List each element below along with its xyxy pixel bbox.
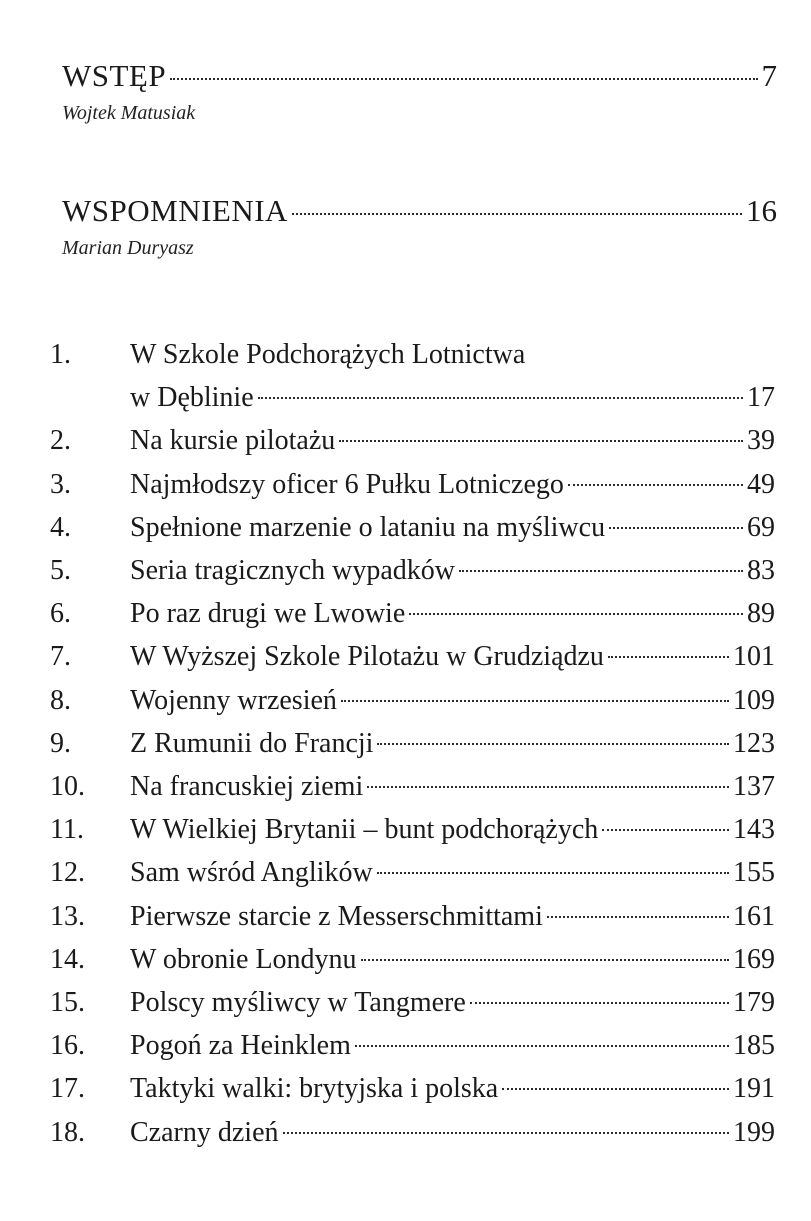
chapter-line (130, 549, 775, 592)
page-number: 39 (747, 425, 775, 457)
chapter-number: 4. (50, 511, 71, 543)
page-number: 191 (733, 1073, 775, 1105)
chapter-entry (50, 765, 775, 808)
chapter-body (130, 506, 775, 549)
chapter-body (130, 1111, 775, 1154)
page-number: 185 (733, 1030, 775, 1062)
dot-leader (367, 786, 729, 788)
chapter-line (130, 463, 775, 506)
chapter-body (130, 938, 775, 981)
dot-leader (602, 829, 729, 831)
chapter-title: Wojenny wrzesień (130, 684, 337, 716)
chapter-entry (50, 463, 775, 506)
chapter-number: 15. (50, 987, 85, 1019)
chapter-title: W obronie Londynu (130, 943, 357, 975)
chapter-line (130, 808, 775, 851)
chapter-number: 7. (50, 641, 71, 673)
chapter-entry (50, 808, 775, 851)
chapter-body (130, 895, 775, 938)
dot-leader (377, 743, 729, 745)
dot-leader (283, 1132, 730, 1134)
dot-leader (377, 872, 729, 874)
chapter-title: Pierwsze starcie z Messerschmittami (130, 900, 543, 932)
chapter-entry (50, 1111, 775, 1154)
chapter-line (130, 1067, 775, 1110)
chapter-number: 5. (50, 555, 71, 587)
section-title: WSPOMNIENIA (62, 193, 288, 228)
chapter-body (130, 851, 775, 894)
toc-entry (62, 193, 777, 229)
dot-leader (409, 613, 743, 615)
chapter-line (130, 765, 775, 808)
dot-leader (459, 570, 743, 572)
chapter-title: w Dęblinie (130, 382, 254, 414)
chapter-body (130, 1067, 775, 1110)
chapter-body (130, 722, 775, 765)
chapter-entry (50, 938, 775, 981)
chapter-entry (50, 679, 775, 722)
page-number: 69 (747, 511, 775, 543)
section-author: Marian Duryasz (62, 237, 194, 259)
page-number: 89 (747, 598, 775, 630)
chapter-number: 13. (50, 900, 85, 932)
chapter-entry (50, 549, 775, 592)
chapter-line (130, 722, 775, 765)
dot-leader (609, 527, 743, 529)
chapter-line (130, 376, 775, 419)
page-number: 169 (733, 943, 775, 975)
chapter-body (130, 549, 775, 592)
chapter-number: 9. (50, 727, 71, 759)
dot-leader (470, 1002, 729, 1004)
page-number: 161 (733, 900, 775, 932)
chapter-number: 10. (50, 771, 85, 803)
chapter-body (130, 592, 775, 635)
chapter-line (130, 851, 775, 894)
chapter-body (130, 635, 775, 678)
chapter-entry (50, 851, 775, 894)
chapter-title: Sam wśród Anglików (130, 857, 373, 889)
chapter-number: 11. (50, 814, 84, 846)
section-title: WSTĘP (62, 58, 167, 93)
chapter-body (130, 808, 775, 851)
page-number: 16 (746, 193, 777, 228)
chapter-number: 16. (50, 1030, 85, 1062)
chapter-entry (50, 506, 775, 549)
toc-entry (62, 58, 777, 94)
dot-leader (361, 959, 729, 961)
toc-section-memoirs (62, 193, 777, 261)
chapter-line (130, 635, 775, 678)
dot-leader (292, 213, 742, 215)
dot-leader (568, 484, 743, 486)
dot-leader (258, 397, 743, 399)
chapter-number: 1. (50, 339, 71, 370)
chapter-title: W Wielkiej Brytanii – bunt podchorążych (130, 814, 599, 846)
page-number: 109 (733, 684, 775, 716)
dot-leader (547, 916, 729, 918)
chapter-title: W Wyższej Szkole Pilotażu w Grudziądzu (130, 641, 604, 673)
chapter-number: 14. (50, 943, 85, 975)
chapter-body (130, 1024, 775, 1067)
section-author: Wojtek Matusiak (62, 102, 196, 124)
chapter-body (130, 463, 775, 506)
chapter-title: Czarny dzień (130, 1116, 279, 1148)
chapter-entry (50, 981, 775, 1024)
chapter-title: Taktyki walki: brytyjska i polska (130, 1073, 499, 1105)
chapter-line (130, 938, 775, 981)
chapter-body (130, 333, 775, 419)
chapter-title: Na francuskiej ziemi (130, 771, 364, 803)
dot-leader (170, 78, 757, 80)
chapter-list (50, 333, 775, 1154)
chapter-number: 2. (50, 425, 71, 457)
chapter-title: Pogoń za Heinklem (130, 1030, 351, 1062)
chapter-entry (50, 419, 775, 462)
chapter-title: Spełnione marzenie o lataniu na myśliwcu (130, 511, 606, 543)
chapter-entry (50, 333, 775, 419)
page-number: 137 (733, 771, 775, 803)
chapter-line (130, 506, 775, 549)
chapter-body (130, 765, 775, 808)
chapter-number: 3. (50, 468, 71, 500)
chapter-line (130, 679, 775, 722)
chapter-line (130, 419, 775, 462)
chapter-title: Na kursie pilotażu (130, 425, 336, 457)
page-number: 143 (733, 814, 775, 846)
page-number: 199 (733, 1116, 775, 1148)
chapter-title: Po raz drugi we Lwowie (130, 598, 406, 630)
toc-section-introduction (62, 58, 777, 126)
chapter-entry (50, 1067, 775, 1110)
dot-leader (608, 656, 729, 658)
chapter-title: Najmłodszy oficer 6 Pułku Lotniczego (130, 468, 564, 500)
chapter-body (130, 419, 775, 462)
chapter-line (130, 895, 775, 938)
chapter-number: 8. (50, 684, 71, 716)
chapter-body (130, 679, 775, 722)
chapter-line (130, 981, 775, 1024)
chapter-entry (50, 635, 775, 678)
chapter-title: Seria tragicznych wypadków (130, 555, 455, 587)
page-number: 101 (733, 641, 775, 673)
chapter-body (130, 981, 775, 1024)
chapter-line (130, 1111, 775, 1154)
chapter-entry (50, 1024, 775, 1067)
chapter-number: 12. (50, 857, 85, 889)
chapter-entry (50, 895, 775, 938)
page-number: 155 (733, 857, 775, 889)
dot-leader (355, 1045, 729, 1047)
chapter-number: 17. (50, 1073, 85, 1105)
chapter-number: 18. (50, 1116, 85, 1148)
chapter-title: Polscy myśliwcy w Tangmere (130, 987, 466, 1019)
page-number: 17 (747, 382, 775, 414)
page-number: 7 (761, 58, 777, 93)
chapter-number: 6. (50, 598, 71, 630)
dot-leader (502, 1088, 729, 1090)
chapter-entry (50, 722, 775, 765)
dot-leader (339, 440, 743, 442)
chapter-title-line: W Szkole Podchorążych Lotnictwa (130, 339, 526, 370)
chapter-title: Z Rumunii do Francji (130, 727, 374, 759)
page-number: 179 (733, 987, 775, 1019)
chapter-line (130, 592, 775, 635)
chapter-entry (50, 592, 775, 635)
page-number: 49 (747, 468, 775, 500)
page-number: 123 (733, 727, 775, 759)
page-number: 83 (747, 555, 775, 587)
dot-leader (341, 700, 729, 702)
chapter-line (130, 1024, 775, 1067)
